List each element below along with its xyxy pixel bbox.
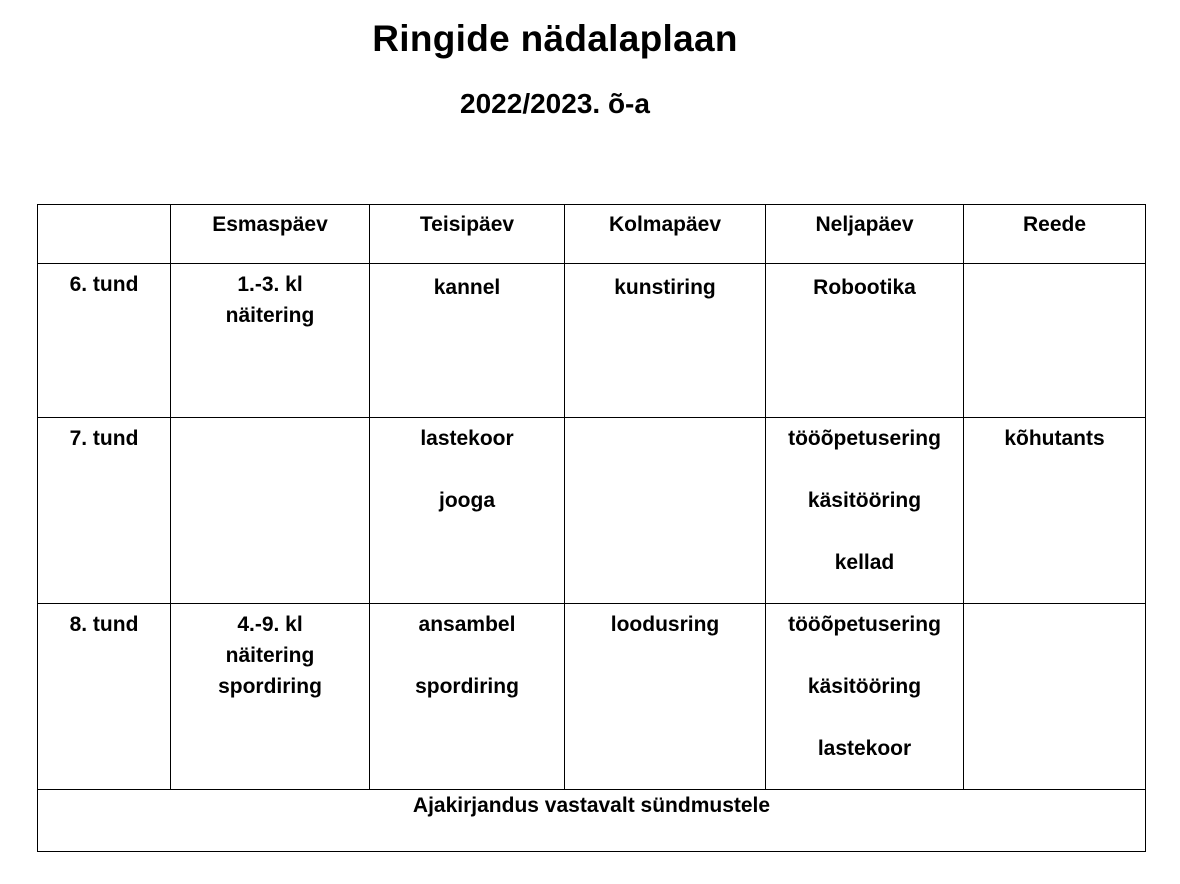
activity: ansambel xyxy=(418,613,516,636)
activity: spordiring xyxy=(218,675,322,698)
activity: tööõpetusering xyxy=(788,613,941,636)
cell-8-tuesday xyxy=(370,604,565,790)
day-header-wednesday: Kolmapäev xyxy=(565,205,766,264)
cell-8-wednesday xyxy=(565,604,766,790)
activity: lastekoor xyxy=(817,737,912,760)
activity: Robootika xyxy=(813,276,916,299)
activity: 1.-3. kl xyxy=(237,273,303,296)
cell-6-tuesday xyxy=(370,264,565,418)
cell-7-friday xyxy=(964,418,1146,604)
schedule-table xyxy=(37,204,1146,852)
cell-8-friday xyxy=(964,604,1146,790)
footer-note: Ajakirjandus vastavalt sündmustele xyxy=(38,790,1146,852)
cell-7-tuesday xyxy=(370,418,565,604)
day-header-tuesday: Teisipäev xyxy=(370,205,565,264)
activity: tööõpetusering xyxy=(788,427,941,450)
period-label: 6. tund xyxy=(38,264,171,418)
day-header-thursday: Neljapäev xyxy=(766,205,964,264)
cell-7-wednesday xyxy=(565,418,766,604)
header-row xyxy=(38,205,1146,264)
activity: näitering xyxy=(225,644,315,667)
day-header-monday: Esmaspäev xyxy=(171,205,370,264)
cell-6-thursday xyxy=(766,264,964,418)
activity: spordiring xyxy=(415,675,519,698)
activity: näitering xyxy=(225,304,315,327)
cell-6-monday xyxy=(171,264,370,418)
cell-6-wednesday xyxy=(565,264,766,418)
cell-8-monday xyxy=(171,604,370,790)
footer-row xyxy=(38,790,1146,852)
table-row xyxy=(38,264,1146,418)
period-label: 7. tund xyxy=(38,418,171,604)
activity: käsitööring xyxy=(807,675,922,698)
activity: lastekoor xyxy=(420,427,514,450)
cell-7-monday xyxy=(171,418,370,604)
activity: kõhutants xyxy=(1004,427,1105,450)
cell-8-thursday xyxy=(766,604,964,790)
table-row xyxy=(38,604,1146,790)
cell-7-thursday xyxy=(766,418,964,604)
activity: 4.-9. kl xyxy=(237,613,303,636)
activity: loodusring xyxy=(610,613,720,636)
page-title: Ringide nädalaplaan xyxy=(372,18,738,59)
school-year-subtitle: 2022/2023. õ-a xyxy=(460,88,650,119)
activity: jooga xyxy=(439,489,495,512)
day-header-friday: Reede xyxy=(964,205,1146,264)
activity: kannel xyxy=(433,276,501,299)
table-row xyxy=(38,418,1146,604)
activity: kellad xyxy=(834,551,895,574)
period-label: 8. tund xyxy=(38,604,171,790)
cell-6-friday xyxy=(964,264,1146,418)
corner-cell xyxy=(38,205,171,264)
activity: kunstiring xyxy=(614,276,716,299)
activity: käsitööring xyxy=(807,489,922,512)
